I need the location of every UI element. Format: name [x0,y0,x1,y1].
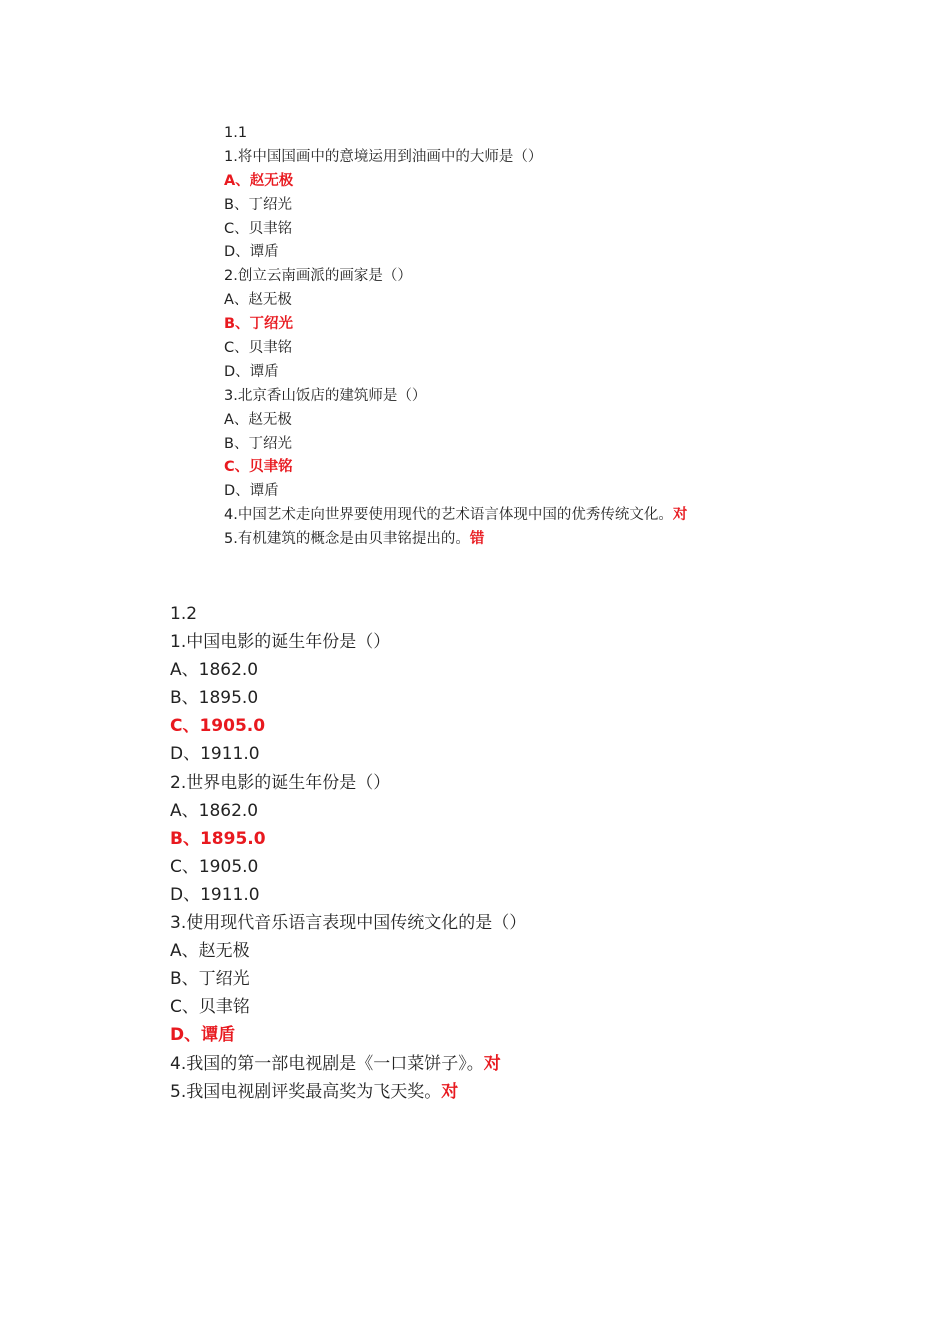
line-text: B、丁绍光 [224,435,292,452]
option-text [170,881,810,909]
section-heading: 1.1 [224,125,248,141]
option-text [224,241,784,265]
correct-option [224,456,784,480]
line-text: C、1905.0 [170,716,266,737]
option-text [170,656,810,684]
question-text [170,769,810,797]
line-text: D、1911.0 [170,744,260,765]
line-text: 4.中国艺术走向世界要使用现代的艺术语言体现中国的优秀传统文化。 [224,507,673,524]
question-text [224,504,784,528]
question-text [170,628,810,656]
line-text: B、丁绍光 [170,969,250,990]
option-text [170,684,810,712]
line-text: A、赵无极 [224,292,292,309]
line-text: A、赵无极 [224,172,294,189]
option-text [224,433,784,457]
option-text [224,194,784,218]
correct-option [170,1021,810,1049]
line-text: 2.创立云南画派的画家是（） [224,268,412,285]
line-text: 1.中国电影的诞生年份是（） [170,632,391,653]
line-text: B、丁绍光 [224,196,292,213]
line-text: D、谭盾 [170,1025,236,1046]
option-text [170,937,810,965]
option-text [224,337,784,361]
option-text [170,853,810,881]
question-text [224,146,784,170]
option-text [170,965,810,993]
option-text [170,993,810,1021]
option-text [224,409,784,433]
answer-mark: 错 [469,531,485,548]
section-1-1 [224,122,784,552]
line-text: A、1862.0 [170,800,259,821]
line-text: 3.北京香山饭店的建筑师是（） [224,387,427,404]
section-1-2 [170,600,810,1106]
line-text: 2.世界电影的诞生年份是（） [170,772,391,793]
option-text [170,797,810,825]
line-text: 1.将中国国画中的意境运用到油画中的大师是（） [224,148,543,165]
option-text [224,361,784,385]
correct-option [224,313,784,337]
line-text: C、贝聿铭 [170,997,250,1018]
line-text: 5.我国电视剧评奖最高奖为飞天奖。 [170,1081,442,1102]
line-text: A、赵无极 [170,941,250,962]
line-text: C、贝聿铭 [224,220,293,237]
question-text [170,1050,810,1078]
line-text: D、谭盾 [224,363,279,380]
line-text: B、1895.0 [170,688,259,709]
question-list [170,628,810,1106]
section-heading: 1.2 [170,604,198,624]
option-text [224,289,784,313]
line-text: D、谭盾 [224,244,279,261]
question-text [170,909,810,937]
correct-option [170,712,810,740]
answer-mark: 对 [672,507,688,524]
line-text: 4.我国的第一部电视剧是《一口菜饼子》。 [170,1053,484,1074]
question-text [224,528,784,552]
question-text [224,265,784,289]
correct-option [224,170,784,194]
line-text: C、1905.0 [170,856,259,877]
option-text [170,740,810,768]
line-text: D、谭盾 [224,483,279,500]
correct-option [170,825,810,853]
line-text: C、贝聿铭 [224,459,293,476]
answer-mark: 对 [483,1053,501,1074]
line-text: B、丁绍光 [224,316,294,333]
question-text [224,385,784,409]
line-text: A、赵无极 [224,411,292,428]
line-text: B、1895.0 [170,828,266,849]
option-text [224,218,784,242]
question-text [170,1078,810,1106]
line-text: C、贝聿铭 [224,340,293,357]
option-text [224,480,784,504]
line-text: 5.有机建筑的概念是由贝聿铭提出的。 [224,531,470,548]
answer-mark: 对 [441,1081,459,1102]
line-text: 3.使用现代音乐语言表现中国传统文化的是（） [170,913,527,934]
line-text: D、1911.0 [170,884,260,905]
line-text: A、1862.0 [170,660,259,681]
question-list [224,146,784,552]
